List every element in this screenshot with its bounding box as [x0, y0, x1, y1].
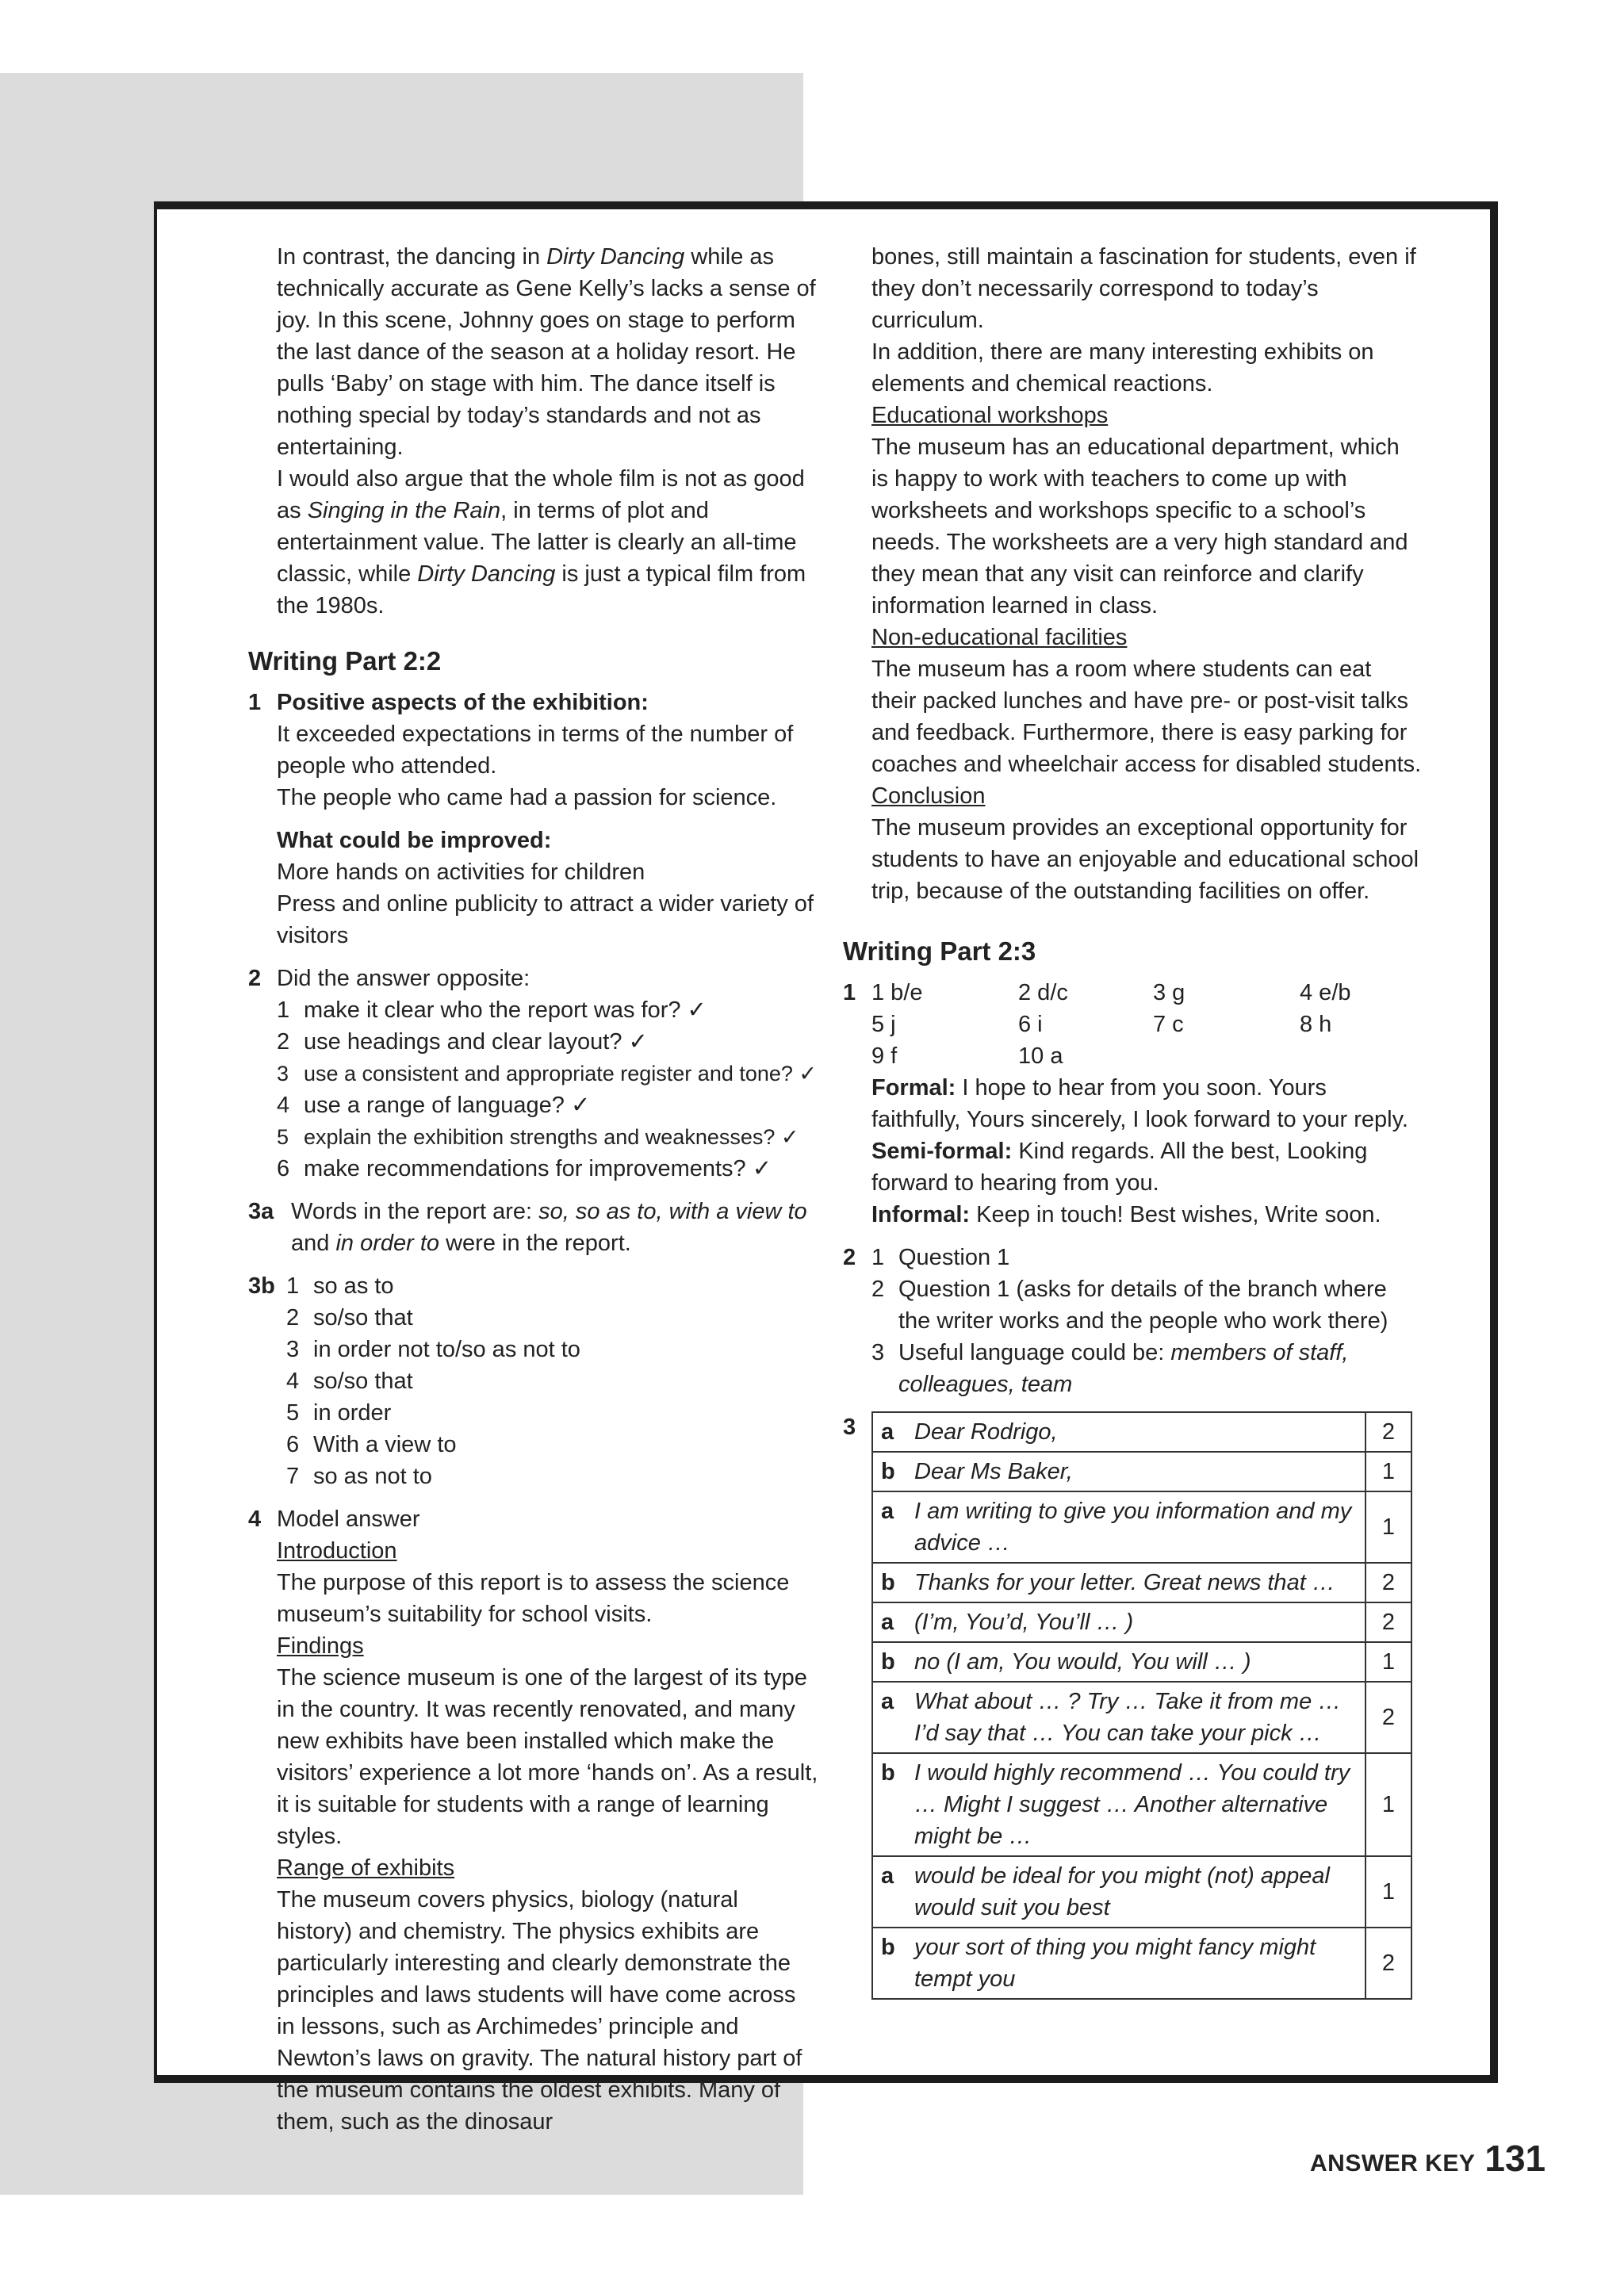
- list-item: 4 use a range of language? ✓: [277, 1093, 591, 1118]
- report-paragraph: The purpose of this report is to assess the science museum’s suitability for school visits.: [277, 1570, 790, 1627]
- intro-text: [248, 241, 819, 622]
- report-heading: Non-educational facilities: [871, 625, 1128, 650]
- report-paragraph: bones, still maintain a fascination for students, even if they don’t necessarily correspond to today’s curriculum.: [871, 244, 1416, 333]
- question-intro: Model answer: [277, 1507, 420, 1532]
- question-number: 2: [843, 1245, 856, 1270]
- question-number: 3: [843, 1415, 856, 1440]
- report-paragraph: The museum covers physics, biology (natural history) and chemistry. The physics exhibits are particularly interesting and clearly demonstrate the principles and laws students will have come across in lessons, such as Archimedes’ principle and Newton’s laws on gravity. The natural history part of the museum contains the oldest exhibits. Many of them, such as the dinosaur: [277, 1887, 802, 2134]
- table-row: b I would highly recommend … You could try … Might I suggest … Another alternative might be … 1: [872, 1753, 1411, 1856]
- answer-line: It exceeded expectations in terms of the number of people who attended.: [277, 722, 794, 779]
- question-4: [248, 1503, 819, 2138]
- question-number: 4: [248, 1507, 262, 1532]
- report-heading: Introduction: [277, 1538, 397, 1564]
- list-item: 1 make it clear who the report was for? ✓: [277, 997, 707, 1023]
- list-item: 6 With a view to: [286, 1432, 457, 1457]
- report-heading: Educational workshops: [871, 403, 1109, 428]
- report-paragraph: The museum has an educational department, which is happy to work with teachers to come up with worksheets and workshops specific to a school’s needs. The worksheets are a very high standard and they mean that any visit can reinforce and clarify information learned in class.: [871, 435, 1408, 618]
- list-item: 5 explain the exhibition strengths and weaknesses? ✓: [277, 1125, 799, 1149]
- table-row: a (I’m, You’d, You’ll … ) 2: [872, 1602, 1411, 1642]
- match-grid: 1 b/e 2 d/c 3 g 4 e/b 5 j 6 i 7 c 8 h 9 f 10 a: [871, 980, 1351, 1069]
- report-paragraph: In addition, there are many interesting exhibits on elements and chemical reactions.: [871, 339, 1374, 396]
- list-item: 3 Useful language could be: members of staff, colleagues, team: [871, 1340, 1349, 1397]
- list-item: 3 in order not to/so as not to: [286, 1337, 580, 1362]
- report-heading: Conclusion: [871, 783, 986, 809]
- list-item: 3 use a consistent and appropriate register and tone? ✓: [277, 1062, 818, 1085]
- page-footer: [1310, 2137, 1545, 2180]
- answer-key-label: ANSWER KEY: [1310, 2150, 1476, 2177]
- list-item: 5 in order: [286, 1400, 392, 1426]
- report-heading: Range of exhibits: [277, 1855, 455, 1881]
- page-number: 131: [1484, 2138, 1546, 2179]
- right-column: [843, 241, 1422, 2000]
- question-number: 1: [248, 690, 262, 715]
- list-item: 6 make recommendations for improvements? ✓: [277, 1156, 772, 1181]
- report-continued: [843, 241, 1422, 907]
- list-item: 7 so as not to: [286, 1464, 432, 1489]
- section-heading: Writing Part 2:2: [248, 646, 442, 676]
- list-item: 2 Question 1 (asks for details of the branch where the writer works and the people who work there): [871, 1277, 1388, 1334]
- subheading: Positive aspects of the exhibition:: [277, 690, 649, 715]
- question-3b: [248, 1270, 819, 1492]
- table-row: b no (I am, You would, You will … ) 1: [872, 1642, 1411, 1682]
- intro-para-2: I would also argue that the whole film is not as good as Singing in the Rain, in terms of plot and entertainment value. The latter is clearly an all-time classic, while Dirty Dancing is just a typical film from the 1980s.: [277, 466, 806, 618]
- subheading: What could be improved:: [277, 828, 552, 853]
- table-row: a What about … ? Try … Take it from me … I’d say that … You can take your pick … 2: [872, 1682, 1411, 1753]
- question-number: 1: [843, 980, 856, 1005]
- report-heading: Findings: [277, 1633, 364, 1659]
- report-paragraph: The science museum is one of the largest of its type in the country. It was recently renovated, and many new exhibits have been installed which make the visitors’ experience a lot more ‘hands on’. As a result, it is suitable for students with a range of learning styles.: [277, 1665, 818, 1849]
- answer-table: [871, 1411, 1412, 2000]
- question-number: 3b: [248, 1273, 275, 1299]
- intro-para-1: In contrast, the dancing in Dirty Dancing while as technically accurate as Gene Kelly’s lacks a sense of joy. In this scene, Johnny goes on stage to perform the last dance of the season at a holiday resort. He pulls ‘Baby’ on stage with him. The dance itself is nothing special by today’s standards and not as entertaining.: [277, 244, 816, 460]
- question-3: [843, 1411, 1422, 2000]
- question-number: 3a: [248, 1199, 274, 1224]
- list-item: 1 so as to: [286, 1273, 394, 1299]
- question-number: 2: [248, 966, 262, 991]
- question-3a: [248, 1196, 819, 1259]
- table-row: a Dear Rodrigo, 2: [872, 1412, 1411, 1452]
- question-1: [843, 977, 1422, 1231]
- question-1: [248, 687, 819, 951]
- table-row: b Dear Ms Baker, 1: [872, 1452, 1411, 1491]
- list-item: 1 Question 1: [871, 1245, 1010, 1270]
- list-item: 4 so/so that: [286, 1369, 413, 1394]
- answer-line: Press and online publicity to attract a wider variety of visitors: [277, 891, 814, 948]
- report-paragraph: The museum has a room where students can eat their packed lunches and have pre- or post-visit talks and feedback. Furthermore, there is easy parking for coaches and wheelchair access for disabled students.: [871, 657, 1422, 777]
- section-heading: Writing Part 2:3: [843, 936, 1036, 966]
- answer-line: Words in the report are: so, so as to, with a view to and in order to were in the report.: [291, 1199, 807, 1256]
- answer-line: More hands on activities for children: [277, 860, 645, 885]
- answer-line: Formal: I hope to hear from you soon. Yours faithfully, Yours sincerely, I look forward to your reply.: [871, 1075, 1408, 1132]
- report-paragraph: The museum provides an exceptional opportunity for students to have an enjoyable and educational school trip, because of the outstanding facilities on offer.: [871, 815, 1419, 904]
- table-row: b your sort of thing you might fancy might tempt you 2: [872, 1928, 1411, 1999]
- question-2: [843, 1242, 1422, 1400]
- table-row: a I am writing to give you information and my advice … 1: [872, 1491, 1411, 1563]
- list-item: 2 use headings and clear layout? ✓: [277, 1029, 648, 1055]
- answer-line: Semi-formal: Kind regards. All the best, Looking forward to hearing from you.: [871, 1139, 1368, 1196]
- list-item: 2 so/so that: [286, 1305, 413, 1330]
- answer-line: The people who came had a passion for science.: [277, 785, 777, 810]
- answer-line: Informal: Keep in touch! Best wishes, Write soon.: [871, 1202, 1381, 1227]
- table-row: b Thanks for your letter. Great news that … 2: [872, 1563, 1411, 1602]
- table-row: a would be ideal for you might (not) appeal would suit you best 1: [872, 1856, 1411, 1928]
- question-intro: Did the answer opposite:: [277, 966, 530, 991]
- question-2: [248, 963, 819, 1185]
- left-column: [248, 241, 819, 2138]
